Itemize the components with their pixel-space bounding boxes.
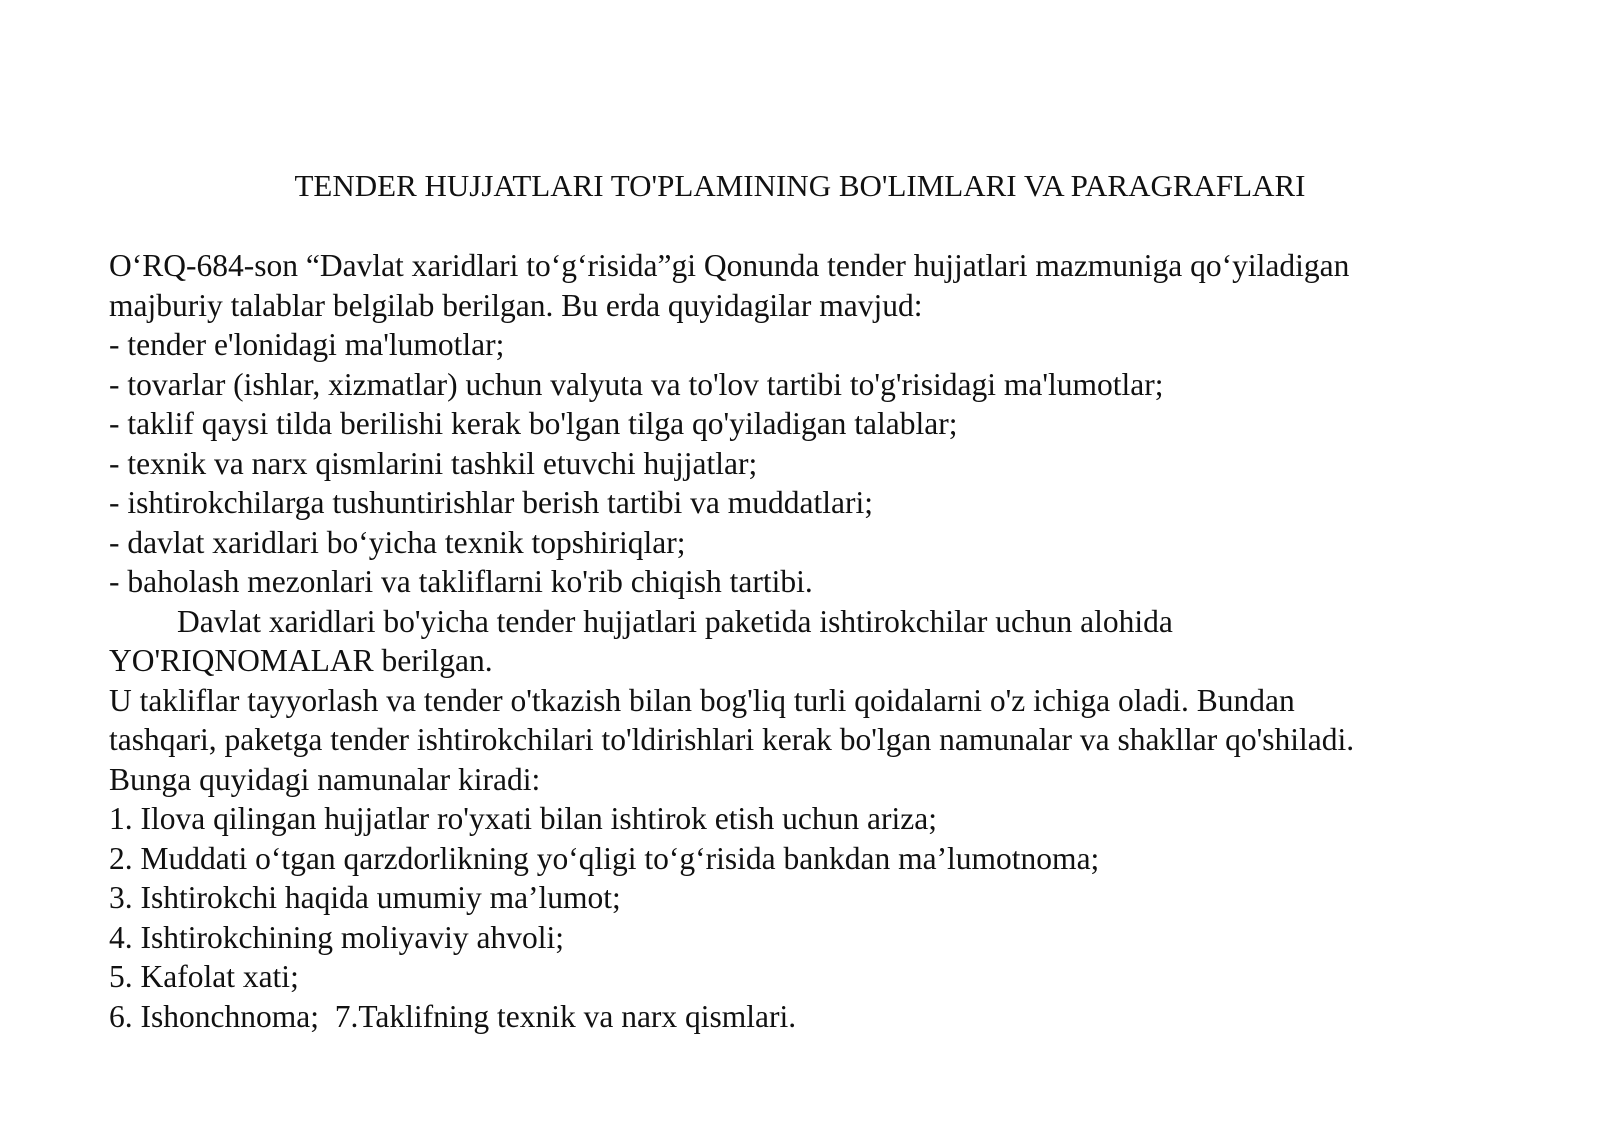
numbered-item: 4. Ishtirokchining moliyaviy ahvoli; bbox=[109, 919, 564, 955]
list-item: - tovarlar (ishlar, xizmatlar) uchun valyuta va to'lov tartibi to'g'risidagi ma'lumotlar; bbox=[109, 366, 1164, 402]
body-line: O‘RQ-684-son “Davlat xaridlari to‘g‘risida”gi Qonunda tender hujjatlari mazmuniga qo‘yiladigan bbox=[109, 248, 1350, 283]
numbered-item: 5. Kafolat xati; bbox=[109, 959, 299, 994]
list-item: - baholash mezonlari va takliflarni ko'rib chiqish tartibi. bbox=[109, 564, 813, 599]
body-line: majburiy talablar belgilab berilgan. Bu erda quyidagilar mavjud: bbox=[109, 287, 923, 323]
numbered-item: 6. Ishonchnoma; 7.Taklifning texnik va narx qismlari. bbox=[109, 998, 797, 1034]
numbered-item: 2. Muddati o‘tgan qarzdorlikning yo‘qligi to‘g‘risida bankdan ma’lumotnoma; bbox=[109, 840, 1100, 876]
list-item: - davlat xaridlari bo‘yicha texnik topshiriqlar; bbox=[109, 524, 686, 560]
list-item: - taklif qaysi tilda berilishi kerak bo'lgan tilga qo'yiladigan talablar; bbox=[109, 406, 958, 441]
body-line: Bunga quyidagi namunalar kiradi: bbox=[109, 761, 541, 797]
list-item: - texnik va narx qismlarini tashkil etuvchi hujjatlar; bbox=[109, 445, 758, 481]
body-line: tashqari, paketga tender ishtirokchilari to'ldirishlari kerak bo'lgan namunalar va shakllar qo'shiladi. bbox=[109, 722, 1355, 757]
numbered-item: 3. Ishtirokchi haqida umumiy ma’lumot; bbox=[109, 880, 621, 915]
numbered-item: 1. Ilova qilingan hujjatlar ro'yxati bilan ishtirok etish uchun ariza; bbox=[109, 801, 937, 836]
document-title: TENDER HUJJATLARI TO'PLAMINING BO'LIMLARI VA PARAGRAFLARI bbox=[294, 168, 1306, 203]
list-item: - ishtirokchilarga tushuntirishlar berish tartibi va muddatlari; bbox=[109, 485, 873, 520]
list-item: - tender e'lonidagi ma'lumotlar; bbox=[109, 327, 505, 362]
body-line: YO'RIQNOMALAR berilgan. bbox=[109, 643, 493, 678]
document-body bbox=[109, 246, 1549, 1036]
body-line: U takliflar tayyorlash va tender o'tkazish bilan bog'liq turli qoidalarni o'z ichiga oladi. Bundan bbox=[109, 682, 1295, 718]
body-line: Davlat xaridlari bo'yicha tender hujjatlari paketida ishtirokchilar uchun alohida bbox=[177, 603, 1173, 639]
